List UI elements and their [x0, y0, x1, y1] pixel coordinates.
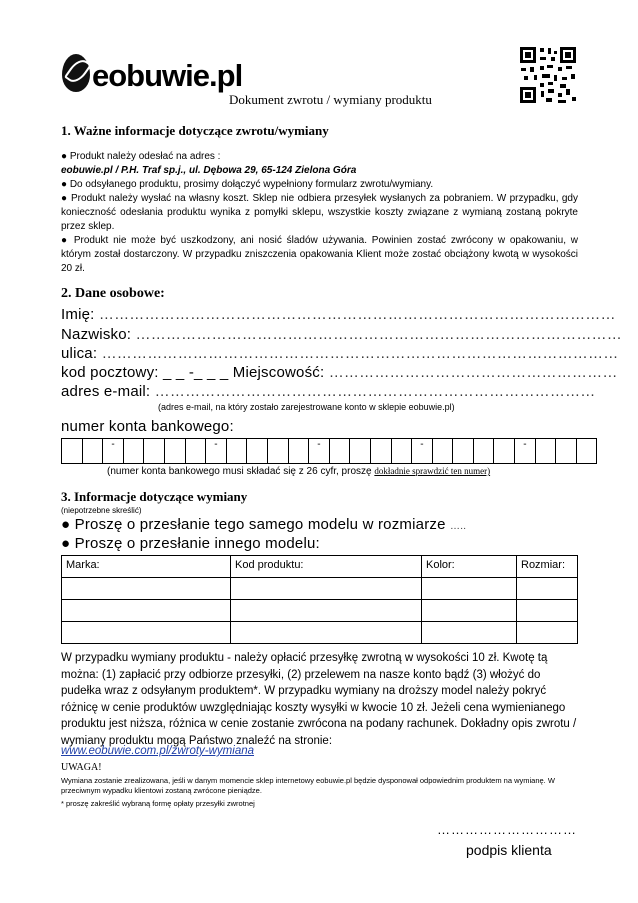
document-title: Dokument zwrotu / wymiany produktu	[229, 92, 432, 107]
size-cell[interactable]	[517, 622, 578, 644]
signature-line[interactable]: …………………………	[437, 822, 577, 837]
account-digit-cell[interactable]	[350, 439, 371, 464]
section2-title: 2. Dane osobowe:	[61, 286, 165, 301]
account-note	[107, 464, 490, 479]
same-model-label: ● Proszę o przesłanie tego samego modelu w rozmiarze	[61, 516, 446, 533]
last-name-label: Nazwisko:	[61, 326, 132, 343]
footnote: * proszę zakreślić wybraną formę opłaty przesyłki zwrotnej	[61, 799, 255, 808]
signature-label: podpis klienta	[466, 842, 552, 858]
account-label: numer konta bankowego:	[61, 418, 234, 435]
returns-link[interactable]: www.eobuwie.com.pl/zwroty-wymiana	[61, 745, 255, 757]
first-name-field[interactable]	[61, 306, 616, 323]
header-size: Rozmiar:	[517, 556, 578, 578]
account-digit-cell[interactable]	[62, 439, 83, 464]
first-name-dots: …………………………………………………………………………………………	[98, 306, 616, 323]
account-digit-cell[interactable]	[432, 439, 453, 464]
product-code-cell[interactable]	[231, 622, 422, 644]
header-color: Kolor:	[422, 556, 517, 578]
last-name-field[interactable]	[61, 326, 622, 343]
section1-line3: ● Produkt należy wysłać na własny koszt. Sklep nie odbiera przesyłek wysłanych za pobraniem. W przypadku, gdy konieczność odesłania produktu wynika z pomyłki sklepu, wszystkie koszty związane z wymianą zostaną pokryte przez sklep.	[61, 193, 578, 232]
street-dots: …………………………………………………………………………………………	[101, 345, 619, 362]
exchange-other-model-option[interactable]: ● Proszę o przesłanie innego modelu:	[61, 535, 320, 552]
account-digit-cell[interactable]	[185, 439, 206, 464]
brand-cell[interactable]	[62, 600, 231, 622]
account-separator: -	[412, 439, 433, 464]
header-product-code: Kod produktu:	[231, 556, 422, 578]
account-digit-cell[interactable]	[494, 439, 515, 464]
street-field[interactable]	[61, 345, 619, 362]
first-name-label: Imię:	[61, 306, 95, 323]
table-row[interactable]	[62, 578, 578, 600]
account-separator: -	[309, 439, 330, 464]
email-label: adres e-mail:	[61, 383, 151, 400]
account-digit-cell[interactable]	[556, 439, 577, 464]
street-label: ulica:	[61, 345, 98, 362]
account-digit-cell[interactable]	[123, 439, 144, 464]
table-row[interactable]	[62, 622, 578, 644]
logo-text: eobuwie.pl	[92, 58, 243, 93]
last-name-dots: ……………………………………………………………………………………	[135, 326, 622, 343]
account-separator: -	[515, 439, 536, 464]
header-brand: Marka:	[62, 556, 231, 578]
color-cell[interactable]	[422, 622, 517, 644]
account-digit-cell[interactable]	[82, 439, 103, 464]
account-digit-cell[interactable]	[144, 439, 165, 464]
email-dots: ……………………………………………………………………………	[154, 383, 596, 400]
size-cell[interactable]	[517, 578, 578, 600]
account-digit-cell[interactable]	[453, 439, 474, 464]
size-dots: …..	[450, 521, 467, 532]
qr-code-icon	[518, 45, 578, 105]
warning-title: UWAGA!	[61, 762, 102, 773]
account-digit-cell[interactable]	[164, 439, 185, 464]
account-digit-cell[interactable]	[226, 439, 247, 464]
exchange-same-model-option[interactable]	[61, 516, 466, 533]
brand-cell[interactable]	[62, 578, 231, 600]
model-table-header	[62, 556, 578, 578]
email-field[interactable]	[61, 383, 596, 400]
account-digit-cell[interactable]	[473, 439, 494, 464]
size-cell[interactable]	[517, 600, 578, 622]
return-address: eobuwie.pl / P.H. Traf sp.j., ul. Dębowa 29, 65-124 Zielona Góra	[61, 165, 357, 176]
color-cell[interactable]	[422, 600, 517, 622]
account-digit-cell[interactable]	[288, 439, 309, 464]
email-note: (adres e-mail, na który zostało zarejestrowane konto w sklepie eobuwie.pl)	[158, 402, 455, 412]
account-digit-cell[interactable]	[535, 439, 556, 464]
account-digit-cell[interactable]	[329, 439, 350, 464]
color-cell[interactable]	[422, 578, 517, 600]
brand-cell[interactable]	[62, 622, 231, 644]
account-digit-cell[interactable]	[576, 439, 597, 464]
product-code-cell[interactable]	[231, 600, 422, 622]
table-row[interactable]	[62, 600, 578, 622]
section1-line2: ● Do odsyłanego produktu, prosimy dołączyć wypełniony formularz zwrotu/wymiany.	[61, 179, 434, 190]
bank-account-grid[interactable]	[61, 438, 597, 464]
section3-subtitle: (niepotrzebne skreślić)	[61, 506, 142, 515]
section3-title: 3. Informacje dotyczące wymiany	[61, 489, 248, 504]
section1-title: 1. Ważne informacje dotyczące zwrotu/wymiany	[61, 123, 329, 138]
postal-city-field[interactable]	[61, 364, 618, 381]
section1-line4: ● Produkt nie może być uszkodzony, ani nosić śladów używania. Powinien zostać zwrócony w opakowaniu, w którym został dostarczony. W przypadku zniszczenia opakowania Klient może zostać obciążony kwotą w wysokości 20 zł.	[61, 235, 578, 274]
account-separator: -	[103, 439, 124, 464]
account-note-emphasis: dokładnie sprawdzić ten numer)	[374, 466, 491, 476]
account-digit-cell[interactable]	[267, 439, 288, 464]
account-note-text: (numer konta bankowego musi składać się z 26 cyfr, proszę	[107, 466, 372, 477]
postal-city-label: kod pocztowy: _ _ -_ _ _ Miejscowość:	[61, 364, 325, 381]
exchange-cost-paragraph: W przypadku wymiany produktu - należy opłacić przesyłkę zwrotną w wysokości 10 zł. Kwotę tą można: (1) zapłacić przy odbiorze przesyłki, (2) przelewem na nasze konto bądź (3) włożyć do pudełka wraz z odsyłanym produktem*. W przypadku wymiany na droższy model należy pokryć różnicę w cenie produktów uwzględniając koszty wysyłki w kwocie 10 zł. Jeżeli cena wymienianego produktu jest niższa, różnica w cenie zostanie zwrócona na podany rachunek. Dokładny opis zwrotu / wymiany produktu mogą Państwo znaleźć na stronie:	[61, 652, 577, 747]
account-digit-cell[interactable]	[370, 439, 391, 464]
city-dots: …………………………………………………	[328, 364, 618, 381]
account-digit-cell[interactable]	[391, 439, 412, 464]
warning-text: Wymiana zostanie zrealizowana, jeśli w danym momencie sklep internetowy eobuwie.pl będzie dysponował odpowiednim produktem na wymianę. W przeciwnym wypadku klientowi zostaną zwrócone pieniądze.	[61, 776, 555, 795]
model-table	[61, 555, 578, 644]
account-digit-cell[interactable]	[247, 439, 268, 464]
account-separator: -	[206, 439, 227, 464]
section1-line1: ● Produkt należy odesłać na adres :	[61, 151, 221, 162]
product-code-cell[interactable]	[231, 578, 422, 600]
